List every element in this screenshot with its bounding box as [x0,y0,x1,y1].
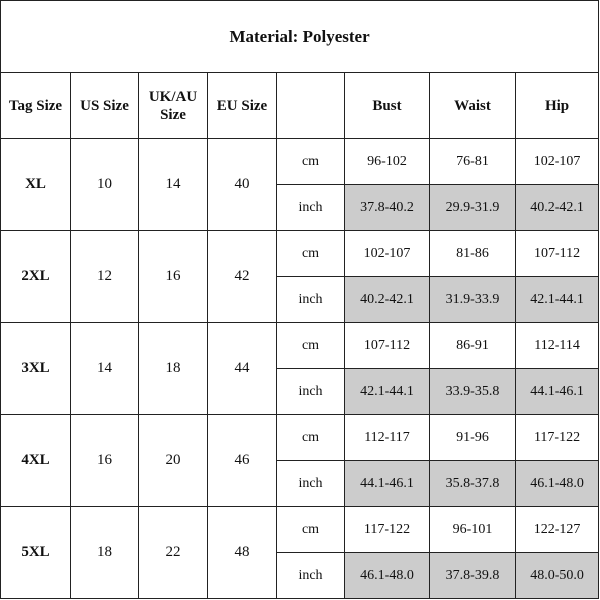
hip-cm-cell: 117-122 [516,415,599,461]
eu-size-cell: 48 [208,507,277,599]
ukau-size-cell: 16 [139,231,208,323]
header-bust: Bust [345,73,430,139]
waist-inch-cell: 29.9-31.9 [430,185,516,231]
tag-size-cell: XL [1,139,71,231]
us-size-cell: 18 [71,507,139,599]
eu-size-cell: 40 [208,139,277,231]
bust-inch-cell: 42.1-44.1 [345,369,430,415]
unit-cm-cell: cm [277,323,345,369]
table-title: Material: Polyester [1,1,599,73]
ukau-size-cell: 14 [139,139,208,231]
header-ukau-size: UK/AU Size [139,73,208,139]
ukau-size-cell: 18 [139,323,208,415]
waist-cm-cell: 96-101 [430,507,516,553]
ukau-size-cell: 22 [139,507,208,599]
tag-size-cell: 2XL [1,231,71,323]
bust-inch-cell: 40.2-42.1 [345,277,430,323]
header-waist: Waist [430,73,516,139]
unit-inch-cell: inch [277,553,345,599]
waist-cm-cell: 91-96 [430,415,516,461]
header-hip: Hip [516,73,599,139]
eu-size-cell: 42 [208,231,277,323]
eu-size-cell: 46 [208,415,277,507]
unit-inch-cell: inch [277,369,345,415]
waist-cm-cell: 86-91 [430,323,516,369]
us-size-cell: 16 [71,415,139,507]
header-row [1,73,599,139]
table-row [1,323,599,369]
unit-inch-cell: inch [277,277,345,323]
unit-inch-cell: inch [277,185,345,231]
hip-cm-cell: 112-114 [516,323,599,369]
waist-cm-cell: 81-86 [430,231,516,277]
header-unit [277,73,345,139]
waist-inch-cell: 35.8-37.8 [430,461,516,507]
bust-cm-cell: 112-117 [345,415,430,461]
hip-cm-cell: 102-107 [516,139,599,185]
us-size-cell: 10 [71,139,139,231]
us-size-cell: 14 [71,323,139,415]
ukau-size-cell: 20 [139,415,208,507]
bust-cm-cell: 102-107 [345,231,430,277]
table-row [1,139,599,185]
bust-inch-cell: 37.8-40.2 [345,185,430,231]
unit-inch-cell: inch [277,461,345,507]
table-row [1,231,599,277]
bust-inch-cell: 46.1-48.0 [345,553,430,599]
title-row [1,1,599,73]
bust-inch-cell: 44.1-46.1 [345,461,430,507]
unit-cm-cell: cm [277,415,345,461]
hip-cm-cell: 107-112 [516,231,599,277]
hip-inch-cell: 40.2-42.1 [516,185,599,231]
hip-inch-cell: 46.1-48.0 [516,461,599,507]
bust-cm-cell: 107-112 [345,323,430,369]
bust-cm-cell: 117-122 [345,507,430,553]
waist-inch-cell: 37.8-39.8 [430,553,516,599]
hip-inch-cell: 44.1-46.1 [516,369,599,415]
header-us-size: US Size [71,73,139,139]
header-eu-size: EU Size [208,73,277,139]
waist-cm-cell: 76-81 [430,139,516,185]
bust-cm-cell: 96-102 [345,139,430,185]
waist-inch-cell: 31.9-33.9 [430,277,516,323]
tag-size-cell: 3XL [1,323,71,415]
hip-inch-cell: 42.1-44.1 [516,277,599,323]
table-row [1,507,599,553]
unit-cm-cell: cm [277,231,345,277]
unit-cm-cell: cm [277,139,345,185]
unit-cm-cell: cm [277,507,345,553]
eu-size-cell: 44 [208,323,277,415]
hip-inch-cell: 48.0-50.0 [516,553,599,599]
us-size-cell: 12 [71,231,139,323]
hip-cm-cell: 122-127 [516,507,599,553]
tag-size-cell: 5XL [1,507,71,599]
table-row [1,415,599,461]
header-tag-size: Tag Size [1,73,71,139]
waist-inch-cell: 33.9-35.8 [430,369,516,415]
tag-size-cell: 4XL [1,415,71,507]
